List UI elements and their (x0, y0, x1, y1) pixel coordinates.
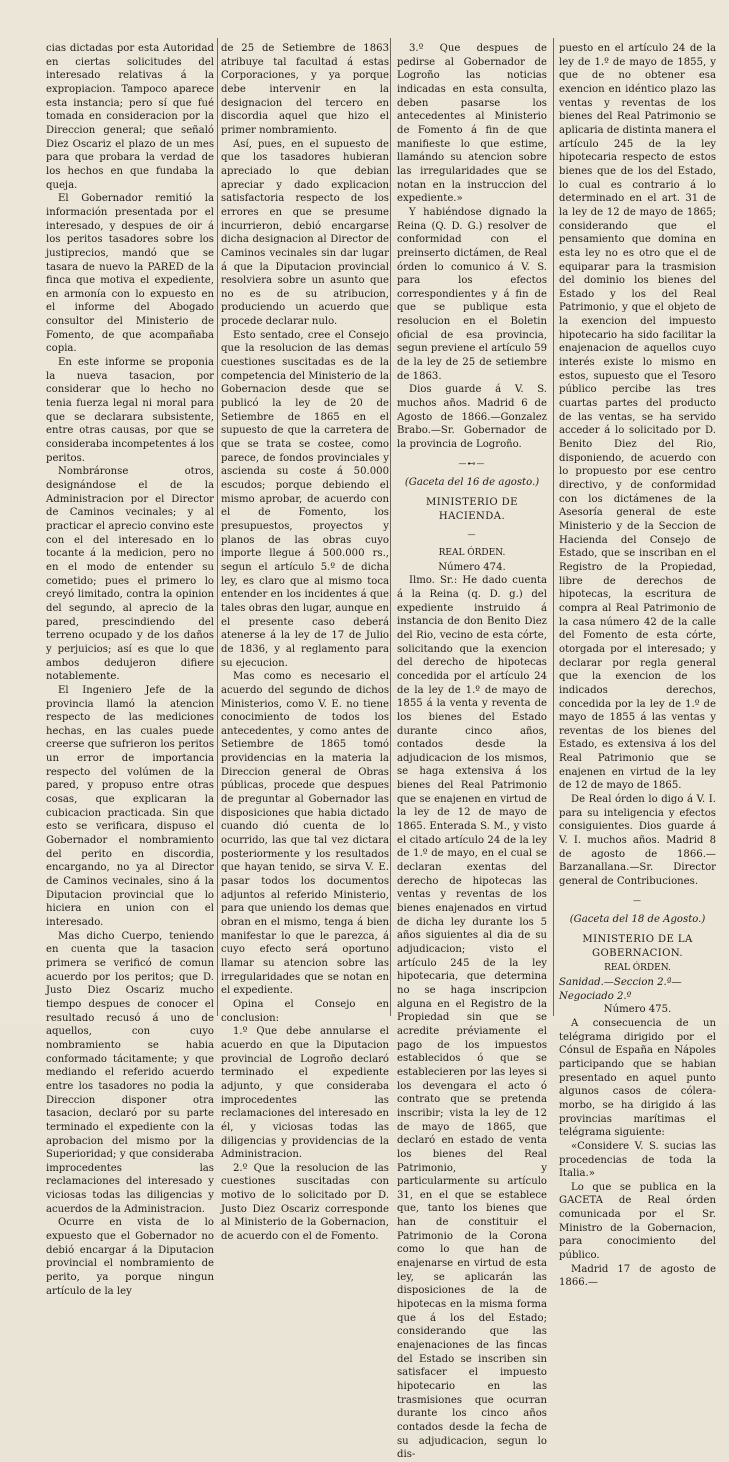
source-note: (Gaceta del 18 de Agosto.) (569, 914, 706, 926)
subheading: REAL ÓRDEN. (438, 547, 506, 558)
paragraph: Lo que se publica en la GACETA de Real órden comunicada por el Sr. Ministro de la Gobernacion, para conocimiento del público. (559, 1181, 716, 1262)
column-rule (390, 38, 391, 1016)
order-number: Número 475. (603, 1004, 672, 1016)
paragraph: Así, pues, en el supuesto de que los tasadores hubieran apreciado lo que debian apreciar y dado explicacion satisfactoria respecto de los errores en que se presume incurrieron, debió encargarse dicha designacion al Director de Caminos vecinales sin dar lugar á que la Diputacion provincial resolviera sobre un asunto que no es de su atribucion, produciendo un acuerdo que procede declarar nulo. (221, 138, 389, 328)
paragraph: Nombráronse otros, designándose el de la Administracion por el Director de Caminos vecinales; y al practicar el aprecio convino este con el del interesado en lo tocante á la medicion, pero no en el modo de entender su cometido; pues el primero lo creyó limitado, contra la opinion del segundo, al aprecio de la pared, prescindiendo del terreno ocupado y de los daños y perjuicios; así es que lo que ambos dedujeron difiere notablemente. (46, 466, 214, 683)
paragraph: «Considere V. S. sucias las procedencias de toda la Italia.» (559, 1140, 716, 1180)
ornament-divider: — (633, 895, 642, 905)
column-3 (397, 42, 547, 1462)
order-number: Número 474. (438, 561, 506, 573)
paragraph: 3.º Que despues de pedirse al Gobernador de Logroño las noticias indicadas en esta consulta, deben pasarse los antecedentes al Ministerio de Fomento á fin de que manifieste lo que estime, llamándo su atencion sobre las irregularidades que se notan en la instruccion del expediente.» (397, 43, 547, 205)
paragraph: puesto en el artículo 24 de la ley de 1.º de mayo de 1855, y que de no obtener esa exencion en idéntico plazo las ventas y reventas de los bienes del Real Patrimonio se aplicaria de distinta manera el artículo 245 de la ley hipotecaria respecto de estos bienes que de los del Estado, lo cual es contrario á lo determinado en el art. 31 de la ley de 12 de mayo de 1865; considerando que el pensamiento que domina en esta ley no es otro que el de equiparar para la trasmision del dominio los bienes del Estado y los del Real Patrimonio, y que el objeto de la exencion del impuesto hipotecario ha sido facilitar la enajenacion de aquellos cuyo interés existe lo mismo en estos, supuesto que el Tesoro público percibe las tres cuartas partes del producto de las ventas, se ha servido acceder á lo solicitado por D. Benito Diez del Rio, disponiendo, de acuerdo con lo propuesto por ese centro directivo, y de conformidad con los dictámenes de la Asesoría general de este Ministerio y de la Seccion de Hacienda del Consejo de Estado, que se inscriban en el Registro de la Propiedad, libre de derechos de hipotecas, la escritura de compra al Real Patrimonio de la casa número 42 de la calle del Fomento de esta córte, otorgada por el interesado; y declarar por regla general que la exencion de los indicados derechos, concedida por la ley de 1.º de mayo de 1855 á las ventas y reventas de los bienes del Estado, es extensiva á los del Real Patrimonio que se enajenen en virtud de la ley de 12 de mayo de 1865. (559, 43, 716, 792)
column-2 (221, 42, 389, 1244)
column-1 (46, 42, 214, 1298)
column-rule (217, 38, 218, 1016)
paragraph: Mas dicho Cuerpo, teniendo en cuenta que la tasacion primera se verificó de comun acuerdo por los peritos; que D. Justo Diez Oscariz mucho tiempo despues de conocer el resultado recusó á uno de aquellos, con cuyo nombramiento se habia conformado tácitamente; y que mediando el referido acuerdo entre los tasadores no podia la Direccion disponer otra tasacion, declaró por su parte terminado el expediente con la aprobacion del mismo por la Superioridad; y que consideraba improcedentes las reclamaciones del interesado y viciosas todas las diligencias y acuerdos de la Administracion. (46, 930, 214, 1215)
paragraph: 2.º Que la resolucion de las cuestiones suscitadas con motivo de lo solicitado por D. Justo Diez Oscariz corresponde al Ministerio de la Gobernacion, de acuerdo con el de Fomento. (221, 1162, 389, 1243)
paragraph: Esto sentado, cree el Consejo que la resolucion de las demas cuestiones suscitadas es de la competencia del Ministerio de la Gobernacion desde que se publicó la ley de 20 de Setiembre de 1865 en el supuesto de que la carretera de que se trata se costee, como parece, de fondos provinciales y ascienda su coste á 50.000 escudos; porque debiendo el mismo aprobar, de acuerdo con el de Fomento, los presupuestos, proyectos y planos de las obras cuyo importe llegue á 500.000 rs., segun el artículo 5.º de dicha ley, es claro que al mismo toca entender en los incidentes á que tales obras den lugar, aunque en el presente caso deberá atenerse á la ley de 17 de Julio de 1836, y al reglamento para su ejecucion. (221, 329, 389, 669)
paragraph: Dios guarde á V. S. muchos años. Madrid 6 de Agosto de 1866.—Gonzalez Brabo.—Sr. Gobernador de la provincia de Logroño. (397, 384, 547, 451)
paragraph: A consecuencia de un telégrama dirigido por el Cónsul de España en Nápoles participando que se habian presentado en aquel punto algunos casos de cólera-morbo, se ha dirigido á las provincias marítimas el telégrama siguiente: (559, 1017, 716, 1139)
section-heading: MINISTERIO DE LA GOBERNACION. (582, 934, 693, 959)
section-reference: Sanidad.—Seccion 2.ª—Negociado 2.º (559, 976, 682, 1002)
paragraph: Mas como es necesario el acuerdo del segundo de dichos Ministerios, como V. E. no tiene conocimiento de todos los antecedentes, y como antes de Setiembre de 1865 tomó providencias en la materia la Direccion general de Obras públicas, procede que despues de preguntar al Gobernador las disposiciones que habia dictado cuando dió cuenta de lo ocurrido, las que tal vez dictara posteriormente y los resultados que hayan tenido, se sirva V. E. pasar todos los documentos adjuntos al referido Ministerio, para que uniendo los demas que obran en el mismo, tenga á bien manifestar lo que le parezca, á cuyo efecto será oportuno llamar su atencion sobre las irregularidades que se notan en el expediente. (221, 671, 389, 997)
paragraph: Y habiéndose dignado la Reina (Q. D. G.) resolver de conformidad con el preinserto dictámen, de Real órden lo comunico á V. S. para los efectos correspondientes y á fin de que se publique esta resolucion en el Boletin oficial de esa provincia, segun previene el artículo 59 de la ley de 25 de setiembre de 1863. (397, 206, 547, 382)
paragraph: Ocurre en vista de lo expuesto que el Gobernador no debió encargar á la Diputacion provincial el nombramiento de perito, ya porque ningun artículo de la ley (46, 1217, 214, 1297)
column-4 (559, 42, 716, 1290)
source-note: (Gaceta del 16 de agosto.) (404, 477, 540, 489)
paragraph: de 25 de Setiembre de 1863 atribuye tal facultad á estas Corporaciones, y ya porque debe intervenir en la designacion del tercero en discordia aquel que hizo el primer nombramiento. (221, 43, 389, 136)
column-rule (553, 38, 554, 1016)
paragraph: De Real órden lo digo á V. I. para su inteligencia y efectos consiguientes. Dios guarde á V. I. muchos años. Madrid 8 de agosto de 1866.—Barzanallana.—Sr. Director general de Contribuciones. (559, 794, 716, 888)
paragraph: Opina el Consejo en conclusion: (221, 998, 389, 1024)
paragraph: El Gobernador remitió la información presentada por el interesado, y despues de oir á los peritos tasadores sobre los justiprecios, mandó que se tasara de nuevo la PARED de la finca que motiva el expediente, en armonía con lo expuesto en el informe del Abogado consultor del Ministerio de Fomento, de que acompañaba copia. (46, 193, 214, 355)
section-heading: MINISTERIO DE HACIENDA. (426, 497, 518, 522)
subheading: REAL ÓRDEN. (604, 963, 671, 974)
paragraph: 1.º Que debe annularse el acuerdo en que la Diputacion provincial de Logroño declaró terminado el expediente adjunto, y que consideraba improcedentes las reclamaciones del interesado en él, y viciosas todas las diligencias y providencias de la Administracion. (221, 1026, 389, 1161)
ornament-divider: —⊷— (458, 458, 486, 468)
paragraph: cias dictadas por esta Autoridad en ciertas solicitudes del interesado relativas á la expropiacion. Tampoco aparece esta instancia; pero sí que fué tomada en consideracion por la Direccion general; que señaló Diez Oscariz el plazo de un mes para que probara la verdad de los hechos en que fundaba la queja. (46, 43, 214, 191)
paragraph: Ilmo. Sr.: He dado cuenta á la Reina (q. D. g.) del expediente instruido á instancia de don Benito Diez del Rio, vecino de esta córte, solicitando que la exencion del derecho de hipotecas concedida por el artículo 24 de la ley de 1.º de mayo de 1855 á la venta y reventa de los bienes del Estado durante cinco años, contados desde la adjudicacion de los mismos, se haga extensiva á los bienes del Real Patrimonio que se enajenen en virtud de la ley de 12 de mayo de 1865. Enterada S. M., y visto el citado artículo 24 de la ley de 1.º de mayo, en el cual se declaran exentas del derecho de hipotecas las ventas y reventas de los bienes enajenados en virtud de dicha ley durante los 5 años siguientes al dia de su adjudicacion; visto el artículo 245 de la ley hipotecaria, que determina no se haga inscripcion alguna en el Registro de la Propiedad sin que se acredite préviamente el pago de los impuestos establecidos ó que se establecieren por las leyes si los devengara el acto ó contrato que se pretenda inscribir; vista la ley de 12 de mayo de 1865, que declaró en estado de venta los bienes del Real Patrimonio, y particularmente su artículo 31, en el que se establece que, tanto los bienes que han de constituir el Patrimonio de la Corona como lo que han de enajenarse en virtud de esta ley, se aplicarán las disposiciones de la de hipotecas en la misma forma que á los del Estado; considerando que las enajenaciones de las fincas del Estado se inscriben sin satisfacer el impuesto hipotecario en las trasmisiones que ocurran durante los cinco años contados desde la fecha de su adjudicacion, segun lo dis- (397, 575, 547, 1461)
paragraph: En este informe se proponia la nueva tasacion, por considerar que lo hecho no tenia fuerza legal ni moral para que se declarara subsistente, entre otras causas, por que se consideraba incompetentes á los peritos. (46, 357, 214, 464)
paragraph: El Ingeniero Jefe de la provincia llamó la atencion respecto de las mediciones hechas, en las cuales puede creerse que sufrieron los peritos un error de importancia respecto del volúmen de la pared, y propuso entre otras cosas, que explicaran la cubicacion practicada. Sin que esto se verificara, dispuso el Gobernador el nombramiento del perito en discordia, encargando, no ya al Director de Caminos vecinales, sino á la Diputacion provincial que lo hiciera en union con el interesado. (46, 684, 214, 928)
paragraph: Madrid 17 de agosto de 1866.— (559, 1263, 716, 1289)
ornament-divider: — (467, 530, 477, 540)
